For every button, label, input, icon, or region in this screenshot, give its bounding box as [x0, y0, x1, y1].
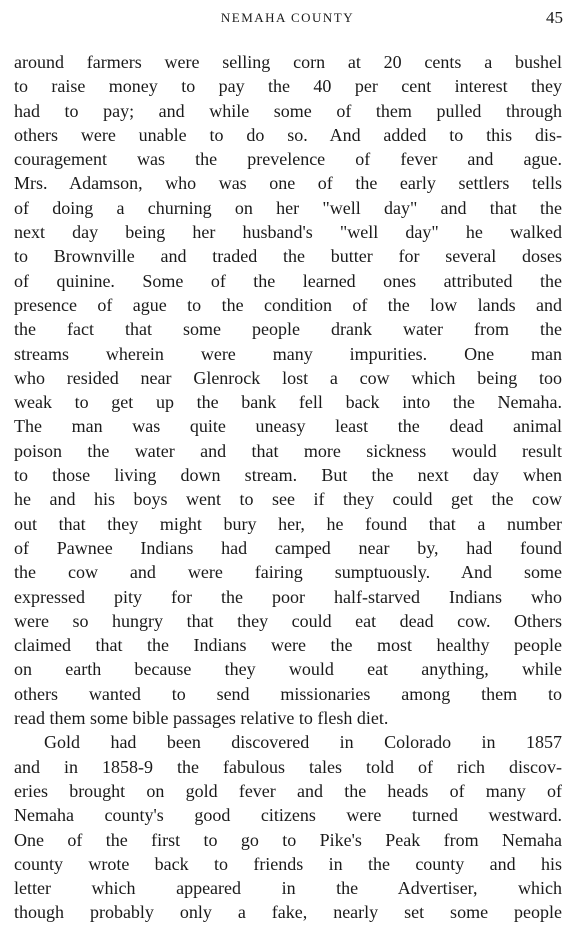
- paragraph-2: [14, 730, 562, 924]
- text-line: weak to get up the bank fell back into the Nemaha.: [14, 392, 562, 413]
- text-line: Mrs. Adamson, who was one of the early settlers tells: [14, 173, 562, 194]
- text-line: out that they might bury her, he found that a number: [14, 513, 562, 534]
- text-line: though probably only a fake, nearly set some people: [14, 902, 562, 923]
- text-line: county wrote back to friends in the county and his: [14, 853, 562, 874]
- text-line: around farmers were selling corn at 20 cents a bushel: [14, 52, 562, 72]
- body-text: [14, 50, 562, 925]
- text-line: the fact that some people drank water from the: [14, 319, 562, 340]
- text-line: to raise money to pay the 40 per cent interest they: [14, 76, 562, 97]
- text-line: of doing a churning on her "well day" and that the: [14, 197, 562, 218]
- text-line: Gold had been discovered in Colorado in 1857: [44, 732, 562, 753]
- text-line: presence of ague to the condition of the low lands and: [14, 294, 562, 315]
- text-line: who resided near Glenrock lost a cow which being too: [14, 367, 562, 388]
- text-line: on earth because they would eat anything, while: [14, 659, 562, 680]
- text-line: read them some bible passages relative to flesh diet.: [14, 708, 389, 729]
- running-head: NEMAHA COUNTY: [220, 10, 355, 25]
- text-line: to Brownville and traded the butter for several doses: [14, 246, 562, 267]
- text-line: streams wherein were many impurities. One man: [14, 343, 562, 364]
- text-line: poison the water and that more sickness would result: [14, 440, 562, 461]
- text-line: others wanted to send missionaries among them to: [14, 683, 562, 704]
- text-line: to those living down stream. But the next day when: [14, 465, 562, 486]
- text-line: the cow and were fairing sumptuously. And some: [14, 562, 562, 583]
- text-line: claimed that the Indians were the most healthy people: [14, 635, 562, 656]
- page-number: 45: [546, 8, 563, 27]
- text-line: and in 1858-9 the fabulous tales told of rich discov-: [14, 756, 562, 777]
- text-line: had to pay; and while some of them pulled through: [14, 100, 562, 121]
- text-line: Nemaha county's good citizens were turned westward.: [14, 805, 562, 826]
- text-line: couragement was the prevelence of fever and ague.: [14, 149, 562, 170]
- text-line: others were unable to do so. And added to this dis-: [14, 124, 562, 145]
- text-line: The man was quite uneasy least the dead animal: [14, 416, 562, 437]
- text-line: of quinine. Some of the learned ones attributed the: [14, 270, 562, 291]
- text-line: eries brought on gold fever and the heads of many of: [14, 780, 562, 801]
- text-line: expressed pity for the poor half-starved Indians who: [14, 586, 562, 607]
- text-line: he and his boys went to see if they could get the cow: [14, 489, 562, 510]
- text-line: next day being her husband's "well day" he walked: [14, 222, 562, 243]
- text-line: of Pawnee Indians had camped near by, had found: [14, 537, 562, 558]
- paragraph-1: [14, 50, 562, 730]
- text-line: were so hungry that they could eat dead cow. Others: [14, 610, 562, 631]
- page-header: [0, 8, 575, 28]
- text-line: letter which appeared in the Advertiser, which: [14, 878, 562, 899]
- text-line: One of the first to go to Pike's Peak from Nemaha: [14, 829, 562, 850]
